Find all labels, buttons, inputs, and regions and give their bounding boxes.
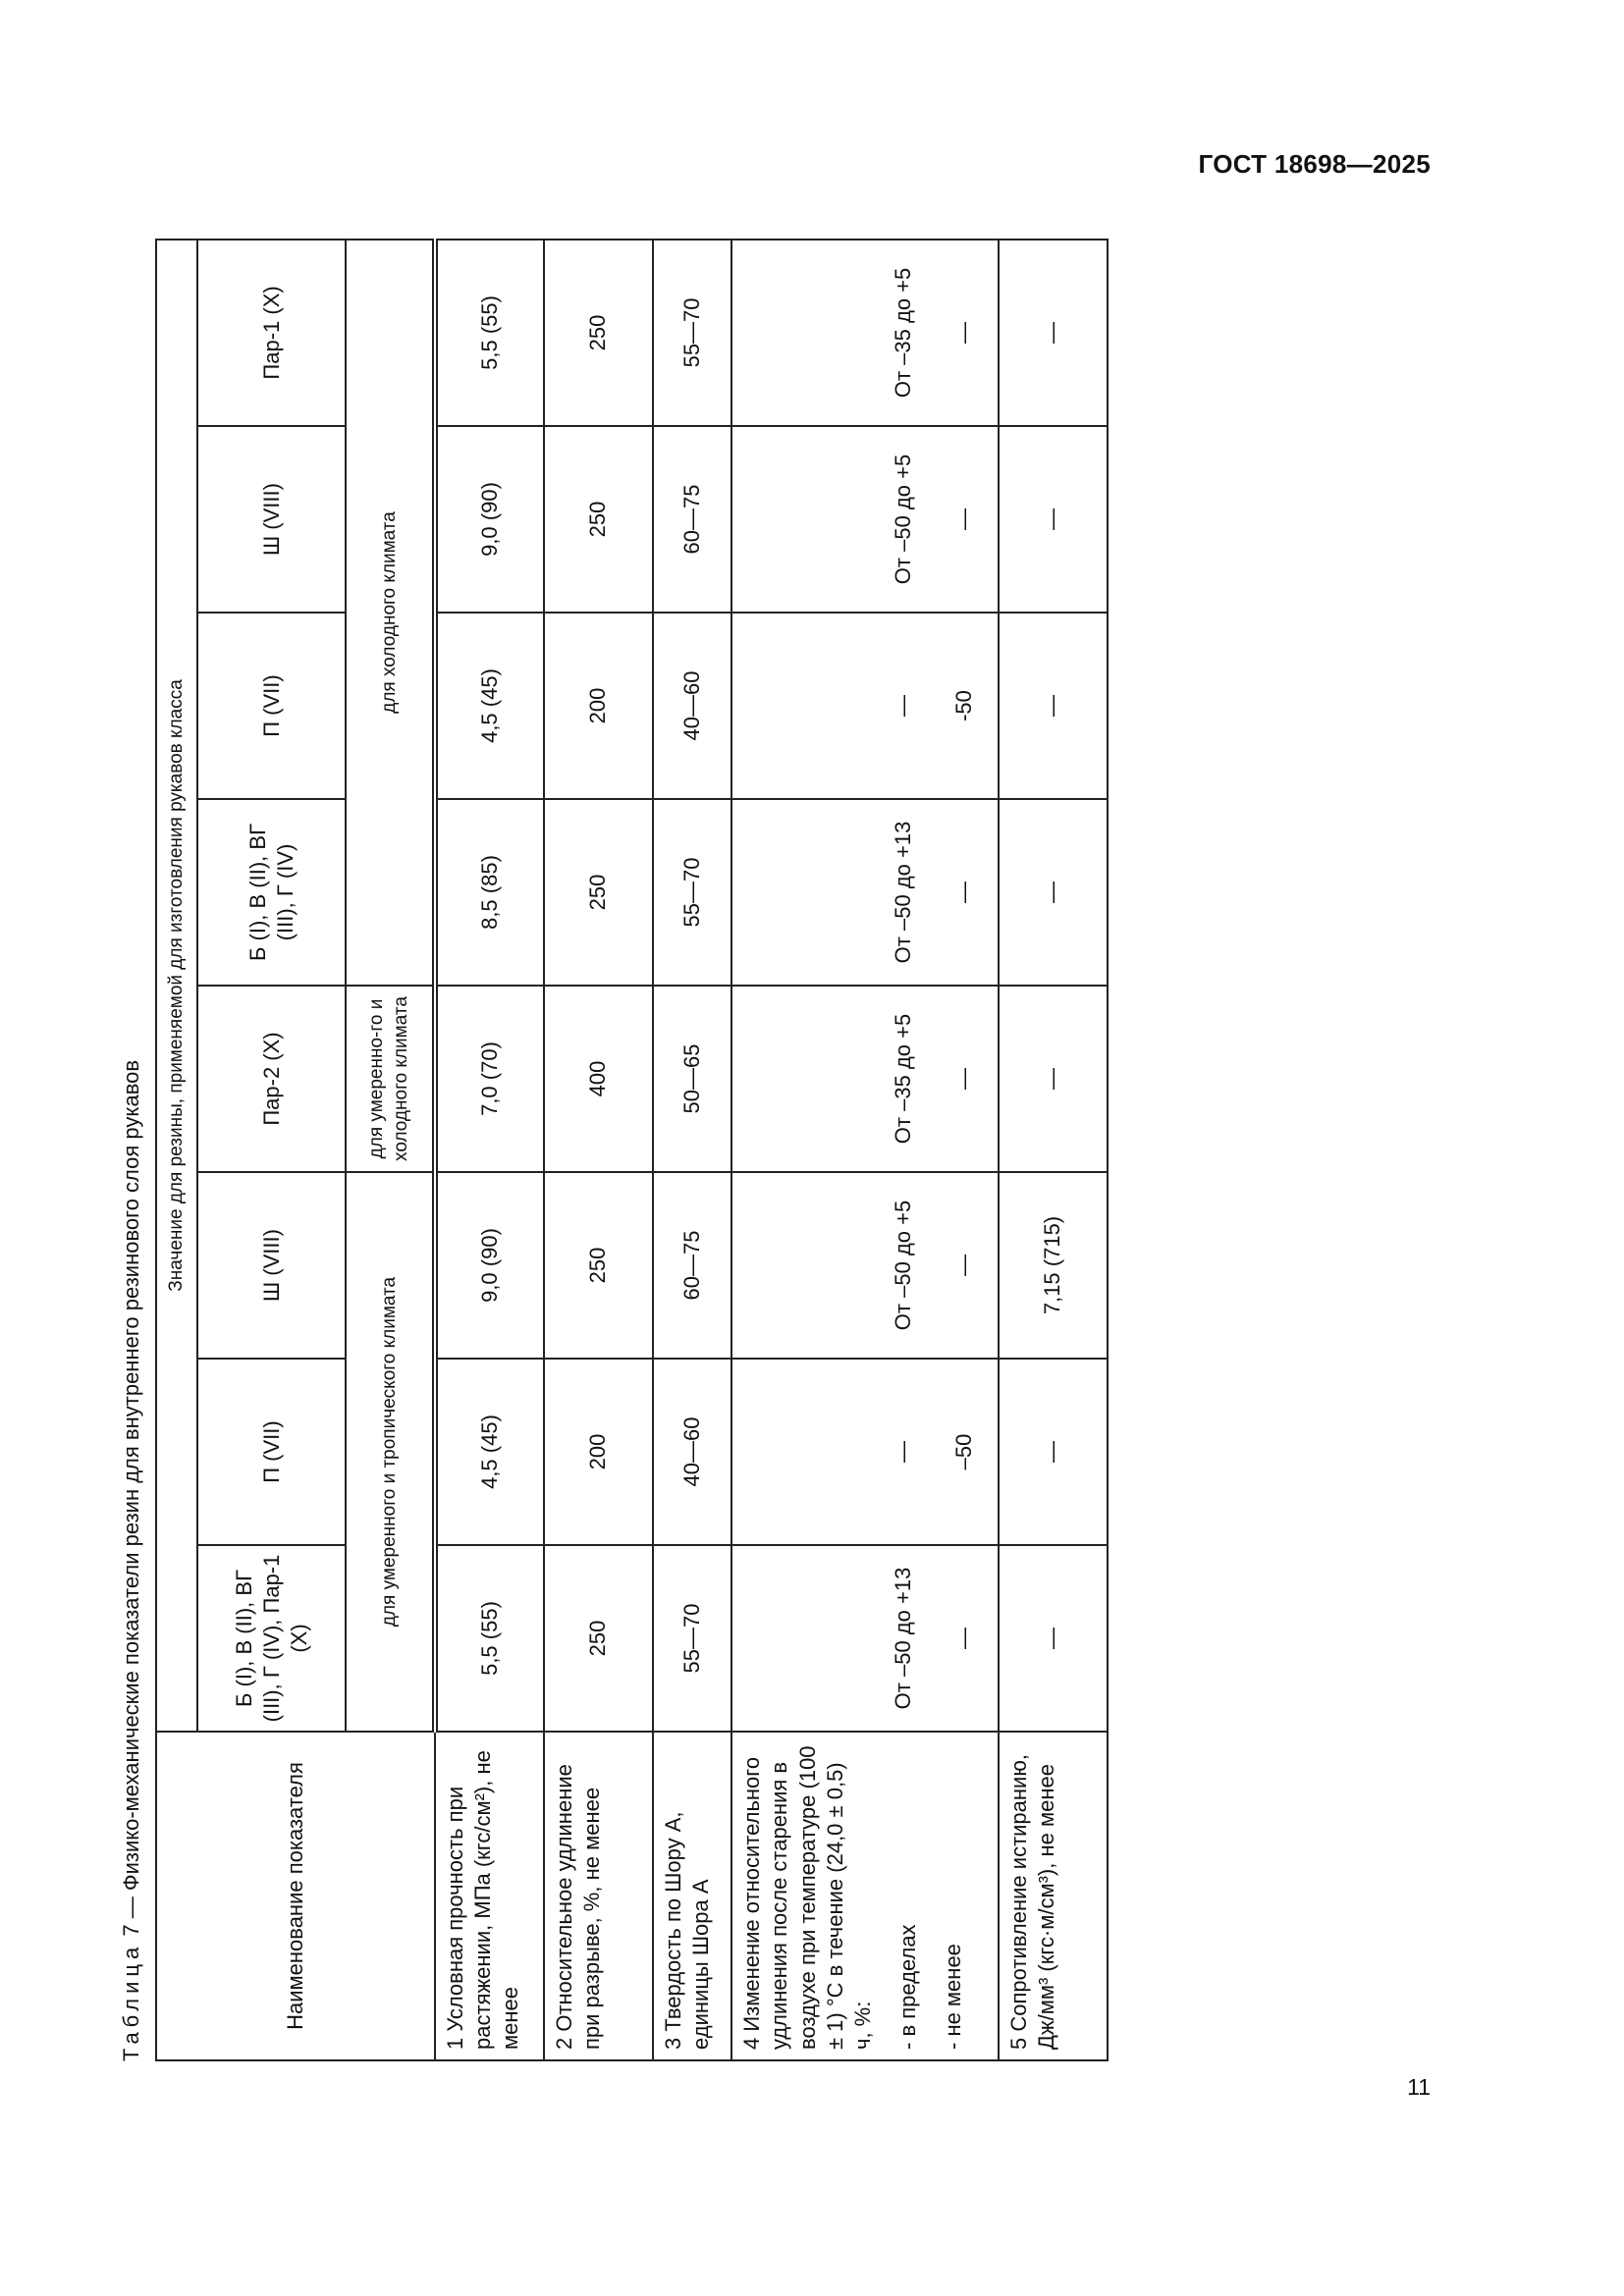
caption-text: 7 — Физико-механические показатели резин для внутреннего резинового слоя рукавов [119, 1059, 143, 1937]
table-cell: 60—75 [653, 426, 732, 613]
row-name: 1 Условная прочность при растяжении, МПа (кгс/см²), не менее [435, 1732, 544, 2060]
table-cell: 60—75 [653, 1172, 732, 1359]
row-name-sub-a: - в пределах [894, 1924, 920, 2050]
table-cell [731, 1545, 999, 1732]
table-cell: 55—70 [653, 799, 732, 986]
class-header: Пар-2 (X) [197, 986, 346, 1172]
table-cell: — [999, 426, 1108, 613]
value-range: От –35 до +5 [890, 267, 915, 399]
climate-header: для умеренного и тропического климата [346, 1172, 435, 1732]
class-header: П (VII) [197, 1359, 346, 1545]
table-cell [731, 426, 999, 613]
value-range: От –35 до +5 [890, 1013, 915, 1145]
table-row [544, 240, 653, 2060]
table-row [999, 240, 1108, 2060]
group-header: Значение для резины, применяемой для изготовления рукавов класса [156, 240, 197, 1732]
table-cell [731, 986, 999, 1172]
rotated-table-block [108, 196, 1110, 2061]
properties-table [155, 239, 1109, 2061]
value-min: — [950, 1068, 976, 1090]
class-header: Б (I), В (II), ВГ (III), Г (IV) [197, 799, 346, 986]
table-cell: 4,5 (45) [435, 1359, 544, 1545]
table-cell: 8,5 (85) [435, 799, 544, 986]
table-cell: 250 [544, 426, 653, 613]
value-range: От –50 до +13 [890, 821, 915, 964]
table-cell: 5,5 (55) [435, 1545, 544, 1732]
row-name [731, 1732, 999, 2060]
value-range: От –50 до +5 [890, 454, 915, 585]
table-cell: 40—60 [653, 1359, 732, 1545]
value-range: — [890, 695, 915, 717]
table-cell: 250 [544, 1172, 653, 1359]
table-cell: 55—70 [653, 240, 732, 426]
row-name-sub-b: - не менее [941, 1944, 966, 2050]
value-min: –50 [950, 1433, 976, 1470]
table-caption [108, 196, 155, 2061]
table-cell: 40—60 [653, 613, 732, 799]
table-cell: 250 [544, 1545, 653, 1732]
class-header: Пар-1 (X) [197, 240, 346, 426]
class-header: Ш (VIII) [197, 426, 346, 613]
value-min: -50 [950, 690, 976, 721]
row-name: 5 Сопротивление истиранию, Дж/мм³ (кгс·м/см³), не менее [999, 1732, 1108, 2060]
value-range: От –50 до +5 [890, 1200, 915, 1331]
table-row [653, 240, 732, 2060]
value-range: От –50 до +13 [890, 1567, 915, 1710]
climate-header: для холодного климата [346, 240, 435, 986]
value-min: — [950, 508, 976, 530]
table-cell: 5,5 (55) [435, 240, 544, 426]
table-row [435, 240, 544, 2060]
caption-prefix: Таблица [119, 1942, 143, 2061]
table-cell [731, 613, 999, 799]
table-cell: — [999, 240, 1108, 426]
table-cell [731, 1172, 999, 1359]
table-cell: 9,0 (90) [435, 426, 544, 613]
table-cell: 9,0 (90) [435, 1172, 544, 1359]
row-name-main: 4 Изменение относительного удлинения после старения в воздухе при температуре (100 ± 1) °С в течение (24,0 ± 0,5) ч, %: [739, 1745, 875, 2050]
page-number: 11 [1407, 2074, 1431, 2100]
table-cell: — [999, 1545, 1108, 1732]
table-cell: 7,15 (715) [999, 1172, 1108, 1359]
class-header: П (VII) [197, 613, 346, 799]
col-name-header: Наименование показателя [156, 1732, 435, 2060]
table-cell [731, 240, 999, 426]
row-name: 2 Относительное удлинение при разрыве, %, не менее [544, 1732, 653, 2060]
class-header: Ш (VIII) [197, 1172, 346, 1359]
table-cell: 400 [544, 986, 653, 1172]
document-id: ГОСТ 18698—2025 [1198, 149, 1431, 179]
table-cell [731, 1359, 999, 1545]
value-range: — [890, 1441, 915, 1463]
table-row [731, 240, 999, 2060]
row-name: 3 Твердость по Шору А, единицы Шора А [653, 1732, 732, 2060]
table-cell: 50—65 [653, 986, 732, 1172]
table-cell: — [999, 613, 1108, 799]
table-cell: 200 [544, 613, 653, 799]
table-cell: 200 [544, 1359, 653, 1545]
value-min: — [950, 881, 976, 903]
table-cell: 250 [544, 240, 653, 426]
table-cell: 4,5 (45) [435, 613, 544, 799]
climate-header: для умеренно-го и холодного климата [346, 986, 435, 1172]
table-cell: 250 [544, 799, 653, 986]
table-cell: 55—70 [653, 1545, 732, 1732]
table-cell: — [999, 986, 1108, 1172]
value-min: — [950, 321, 976, 344]
class-header: Б (I), В (II), ВГ (III), Г (IV), Пар-1 (X) [197, 1545, 346, 1732]
value-min: — [950, 1255, 976, 1276]
value-min: — [950, 1628, 976, 1649]
table-cell: — [999, 1359, 1108, 1545]
table-cell: — [999, 799, 1108, 986]
table-cell: 7,0 (70) [435, 986, 544, 1172]
table-cell [731, 799, 999, 986]
